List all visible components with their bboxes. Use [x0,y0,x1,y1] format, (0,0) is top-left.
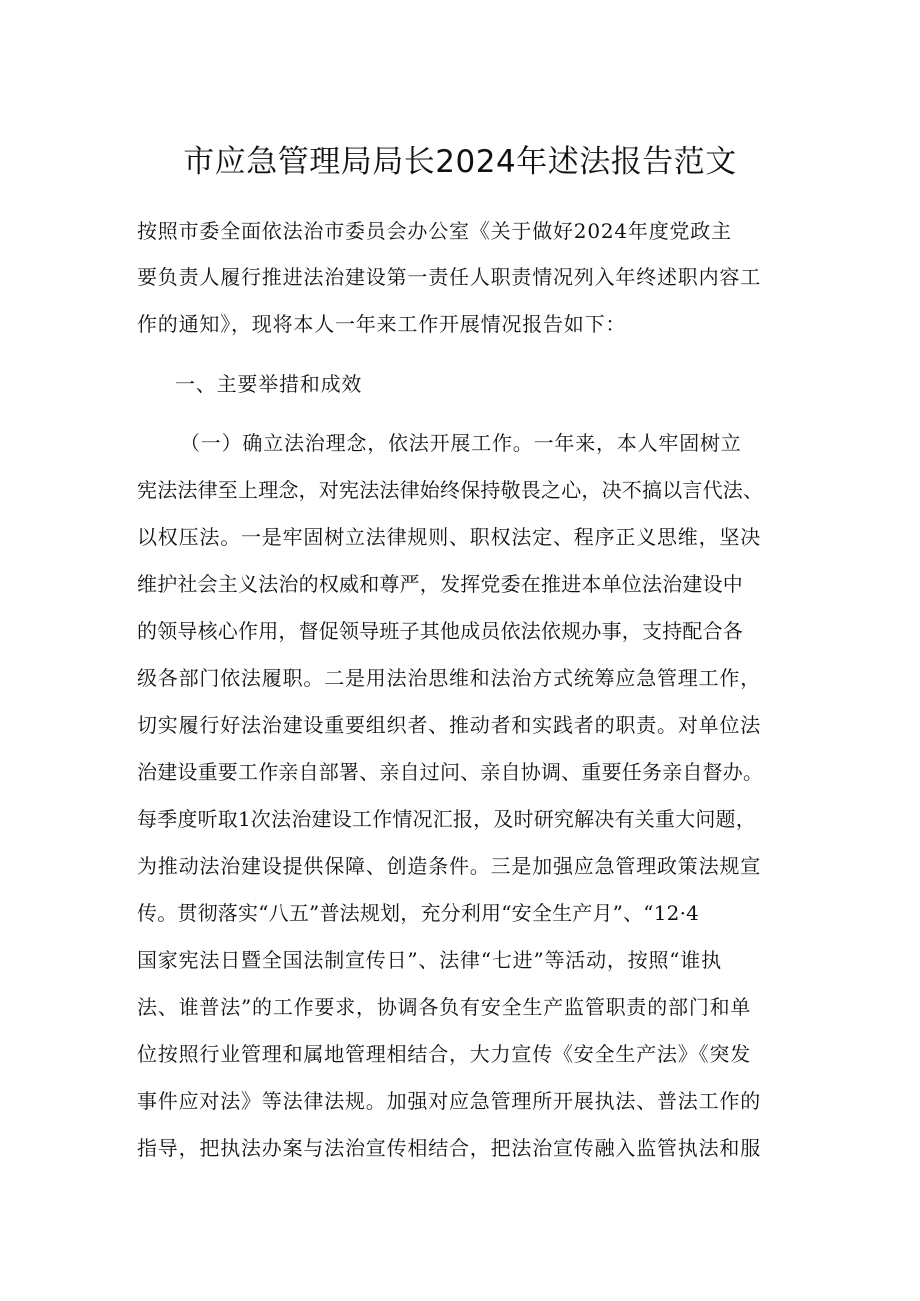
body-line: 的领导核心作用，督促领导班子其他成员依法依规办事，支持配合各 [137,619,743,643]
body-line: 法、谁普法”的工作要求，协调各负有安全生产监管职责的部门和单 [137,995,752,1019]
body-line: 治建设重要工作亲自部署、亲自过问、亲自协调、重要任务亲自督办。 [137,760,764,784]
body-line: 以权压法。一是牢固树立法律规则、职权法定、程序正义思维，坚决 [137,525,761,549]
body-line: 切实履行好法治建设重要组织者、推动者和实践者的职责。对单位法 [137,713,761,737]
body-line: 为推动法治建设提供保障、创造条件。三是加强应急管理政策法规宣 [137,854,761,878]
body-line: 按照市委全面依法治市委员会办公室《关于做好2024年度党政主 [137,219,732,243]
body-line: 维护社会主义法治的权威和尊严，发挥党委在推进本单位法治建设中 [137,572,743,596]
body-line: 国家宪法日暨全国法制宣传日”、法律“七进”等活动，按照“谁执 [137,948,722,972]
body-line: 宪法法律至上理念，对宪法法律始终保持敬畏之心，决不搞以言代法、 [137,478,764,502]
body-line: 位按照行业管理和属地管理相结合，大力宣传《安全生产法》《突发 [137,1042,751,1066]
section-heading: 一、主要举措和成效 [175,372,363,396]
document-title: 市应急管理局局长2024年述法报告范文 [183,144,737,180]
body-line: 指导，把执法办案与法治宣传相结合，把法治宣传融入监管执法和服 [137,1136,761,1160]
body-line: 级各部门依法履职。二是用法治思维和法治方式统筹应急管理工作， [137,666,761,690]
body-line: 每季度听取1次法治建设工作情况汇报，及时研究解决有关重大问题， [137,807,756,831]
body-line: 要负责人履行推进法治建设第一责任人职责情况列入年终述职内容工 [137,265,761,289]
body-line: 事件应对法》等法律法规。加强对应急管理所开展执法、普法工作的 [137,1089,761,1113]
body-line: （一）确立法治理念，依法开展工作。一年来，本人牢固树立 [180,431,742,455]
body-line: 传。贯彻落实“八五”普法规划，充分利用“安全生产月”、“12·4 [137,901,700,925]
body-line: 作的通知》，现将本人一年来工作开展情况报告如下： [137,312,627,336]
